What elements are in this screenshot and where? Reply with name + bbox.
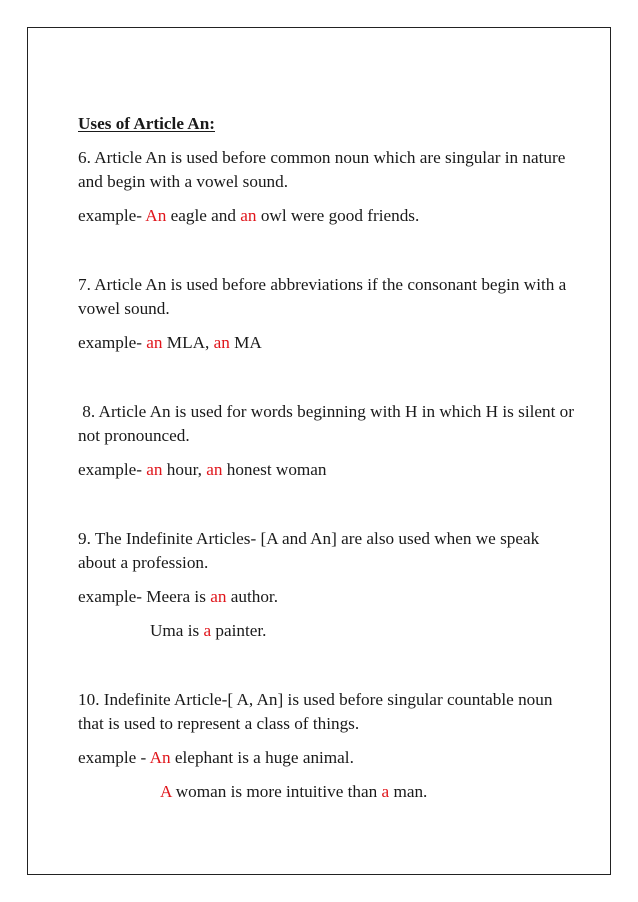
rule-7-example (78, 331, 578, 355)
article-highlight: an (240, 206, 257, 225)
rule-9-example (78, 585, 578, 609)
article-highlight: an (210, 587, 227, 606)
rule-7-text: 7. Article An is used before abbreviations if the consonant begin with a vowel sound. (78, 275, 567, 318)
example-text: owl were good friends. (256, 206, 420, 225)
example-prefix: example- Meera is (78, 587, 211, 606)
rule-10-text: 10. Indefinite Article-[ A, An] is used before singular countable noun that is used to represent a class of things. (78, 690, 553, 733)
rule-9-text: 9. The Indefinite Articles- [A and An] are also used when we speak about a profession. (78, 529, 540, 572)
section-heading: Uses of Article An: (78, 114, 215, 133)
example-prefix: example - (78, 748, 150, 767)
rule-9-example-2 (78, 619, 578, 643)
example-text: author. (226, 587, 278, 606)
example-text: hour, (162, 460, 207, 479)
article-highlight: a (381, 782, 390, 801)
article-highlight: an (146, 333, 163, 352)
example-text: MLA, (162, 333, 214, 352)
rule-6-text: 6. Article An is used before common noun which are singular in nature and begin with a vowel sound. (78, 148, 566, 191)
example-text: eagle and (166, 206, 241, 225)
example-prefix: Uma is (150, 621, 204, 640)
example-text: man. (389, 782, 428, 801)
document-content (78, 112, 578, 804)
example-prefix: example- (78, 333, 147, 352)
example-text: woman is more intuitive than (171, 782, 382, 801)
example-text: elephant is a huge animal. (170, 748, 354, 767)
example-text: painter. (211, 621, 267, 640)
rule-10-example (78, 746, 578, 770)
example-prefix: example- (78, 206, 146, 225)
rule-8-example (78, 458, 578, 482)
article-highlight: an (206, 460, 223, 479)
example-prefix: example- (78, 460, 147, 479)
article-highlight: a (203, 621, 212, 640)
rule-6-example (78, 204, 578, 228)
article-highlight: An (145, 206, 167, 225)
article-highlight: An (149, 748, 171, 767)
article-highlight: an (213, 333, 230, 352)
article-highlight: A (160, 782, 172, 801)
rule-10-example-2 (78, 780, 578, 804)
article-highlight: an (146, 460, 163, 479)
example-text: honest woman (222, 460, 327, 479)
rule-8-text: 8. Article An is used for words beginning with H in which H is silent or not pronounced. (78, 402, 579, 445)
example-text: MA (229, 333, 262, 352)
